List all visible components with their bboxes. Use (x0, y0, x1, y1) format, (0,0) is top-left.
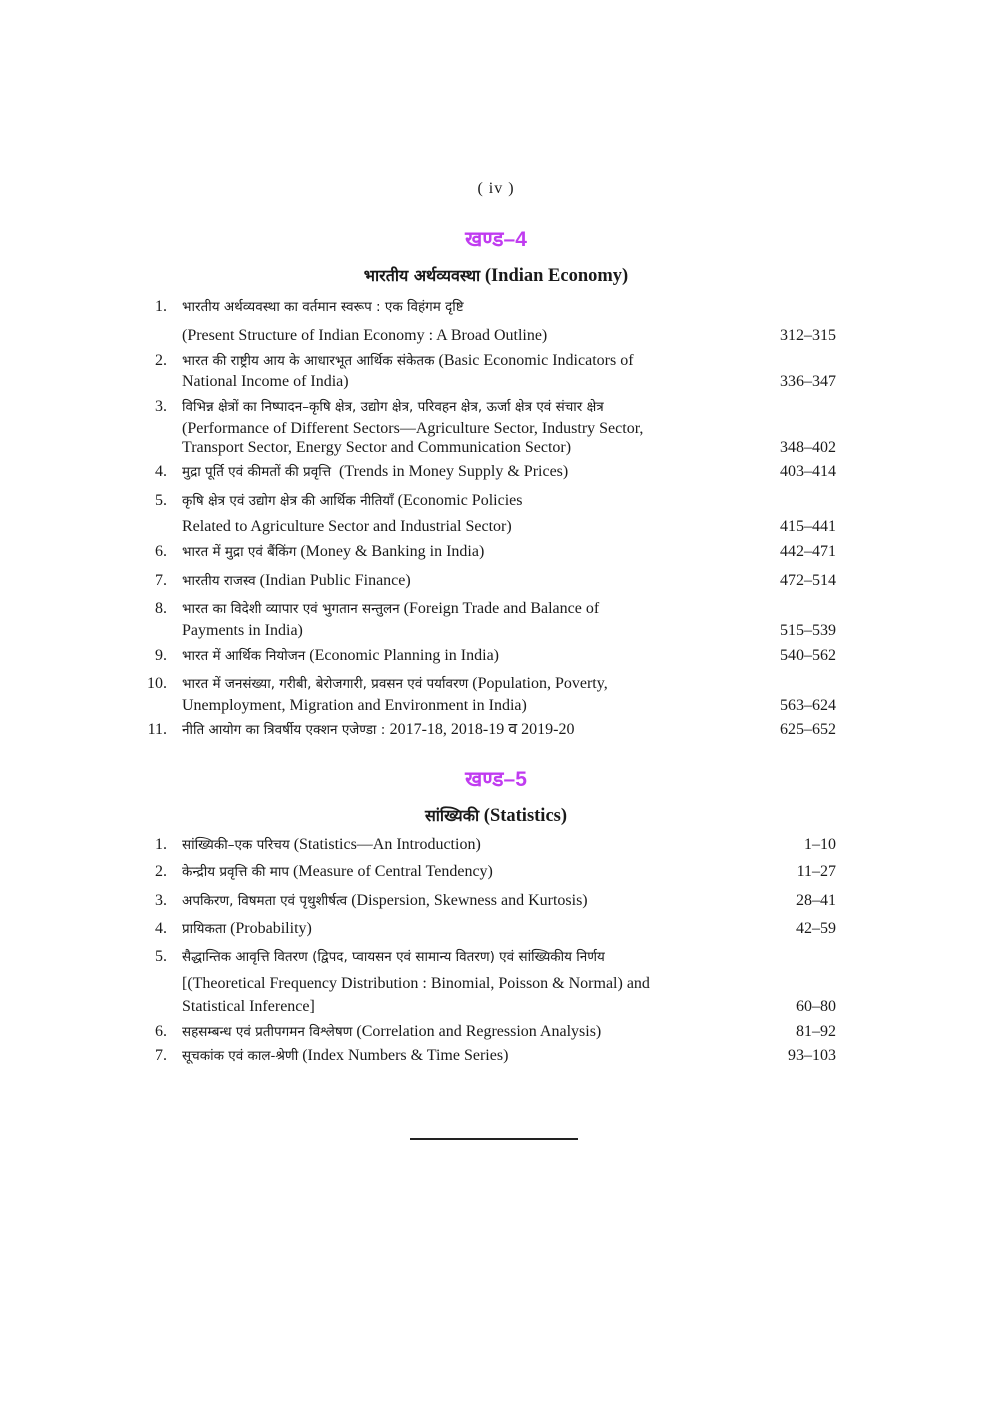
entry-number: 6. (155, 1023, 167, 1040)
english-text: (Trends in Money Supply & Prices) (331, 463, 569, 480)
entry-title-line (182, 461, 568, 483)
english-text: (Economic Policies (393, 492, 523, 509)
entry-title-line (182, 541, 484, 563)
entry-title-line (182, 437, 571, 459)
toc-entry[interactable] (140, 570, 836, 592)
entry-number: 4. (155, 463, 167, 480)
entry-title-line (182, 996, 315, 1018)
page-range: 415–441 (780, 518, 836, 535)
page-range: 28–41 (796, 892, 836, 909)
english-text: 2017-18, 2018-19 व 2019-20 (389, 721, 575, 738)
entry-title-line (182, 598, 599, 620)
hindi-text: भारतीय अर्थव्यवस्था का वर्तमान स्वरूप : एक विहंगम दृष्टि (182, 299, 464, 315)
section-5-title (0, 804, 992, 827)
entry-title-line (182, 1021, 601, 1043)
entry-title-line (182, 946, 605, 968)
toc-entry[interactable] (140, 834, 836, 856)
entry-number: 2. (155, 352, 167, 369)
page-range: 60–80 (796, 998, 836, 1015)
entry-title-line (182, 645, 499, 667)
page-range: 442–471 (780, 543, 836, 560)
hindi-text: कृषि क्षेत्र एवं उद्योग क्षेत्र की आर्थिक नीतियाँ (182, 493, 394, 509)
section-4-title (0, 264, 992, 287)
toc-entry[interactable] (140, 645, 836, 667)
entry-number: 10. (147, 675, 167, 692)
toc-entry[interactable] (140, 461, 836, 483)
toc-entry[interactable] (140, 490, 836, 538)
page-range: 625–652 (780, 721, 836, 738)
english-text: (Present Structure of Indian Economy : A Broad Outline) (182, 327, 548, 344)
entry-title-line (182, 371, 349, 393)
section-5-title-english: (Statistics) (483, 806, 568, 826)
entry-title-line (182, 973, 650, 995)
entry-title-line (182, 570, 411, 592)
entry-title-line (182, 673, 608, 695)
entry-title-line (182, 296, 464, 318)
entry-number: 3. (155, 398, 167, 415)
section-4-title-english: (Indian Economy) (484, 266, 629, 286)
toc-entry[interactable] (140, 890, 836, 912)
entry-number: 7. (155, 1047, 167, 1064)
entry-number: 4. (155, 920, 167, 937)
hindi-text: भारत का विदेशी व्यापार एवं भुगतान सन्तुलन (182, 601, 400, 617)
hindi-text: भारत की राष्ट्रीय आय के आधारभूत आर्थिक संकेतक (182, 353, 435, 369)
page-range: 563–624 (780, 697, 836, 714)
page-range: 93–103 (788, 1047, 836, 1064)
english-text: (Foreign Trade and Balance of (399, 600, 600, 617)
toc-entry[interactable] (140, 719, 836, 741)
hindi-text: सहसम्बन्ध एवं प्रतीपगमन विश्लेषण (182, 1024, 353, 1040)
toc-entry[interactable] (140, 918, 836, 940)
page-range: 11–27 (796, 863, 836, 880)
entry-number: 3. (155, 892, 167, 909)
entry-title-line (182, 490, 522, 512)
hindi-text: भारत में जनसंख्या, गरीबी, बेरोजगारी, प्रवसन एवं पर्यावरण (182, 676, 469, 692)
english-text: (Basic Economic Indicators of (434, 352, 634, 369)
entry-title-line (182, 1045, 508, 1067)
english-text: (Money & Banking in India) (296, 543, 485, 560)
english-text: (Performance of Different Sectors—Agriculture Sector, Industry Sector, (182, 420, 644, 437)
entry-number: 8. (155, 600, 167, 617)
end-rule (410, 1138, 578, 1140)
english-text: Statistical Inference] (182, 998, 315, 1015)
entry-number: 9. (155, 647, 167, 664)
page-range: 472–514 (780, 572, 836, 589)
hindi-text: भारत में आर्थिक नियोजन (182, 648, 306, 664)
entry-number: 5. (155, 492, 167, 509)
hindi-text: प्रायिकता (182, 921, 227, 937)
english-text: Payments in India) (182, 622, 303, 639)
toc-entry[interactable] (140, 598, 836, 642)
section-4-heading: खण्ड–4 (465, 228, 527, 251)
english-text: (Indian Public Finance) (255, 572, 411, 589)
english-text: (Probability) (226, 920, 312, 937)
entry-title-line (182, 620, 303, 642)
hindi-text: भारत में मुद्रा एवं बैंकिंग (182, 544, 297, 560)
hindi-text: भारतीय राजस्व (182, 573, 256, 589)
hindi-text: अपकिरण, विषमता एवं पृथुशीर्षत्व (182, 893, 348, 909)
hindi-text: विभिन्न क्षेत्रों का निष्पादन–कृषि क्षेत्र, उद्योग क्षेत्र, परिवहन क्षेत्र, ऊर्जा क्षेत्र एवं संचार क्षेत्र (182, 399, 604, 415)
english-text: (Statistics—An Introduction) (289, 836, 481, 853)
entry-title-line (182, 325, 547, 347)
english-text: Related to Agriculture Sector and Industrial Sector) (182, 518, 512, 535)
english-text: (Index Numbers & Time Series) (298, 1047, 509, 1064)
toc-entry[interactable] (140, 1045, 836, 1067)
toc-entry[interactable] (140, 1021, 836, 1043)
english-text: (Dispersion, Skewness and Kurtosis) (347, 892, 588, 909)
entry-number: 1. (155, 298, 167, 315)
hindi-text: सैद्धान्तिक आवृत्ति वितरण (द्विपद, प्वायसन एवं सामान्य वितरण) एवं सांख्यिकीय निर्णय (182, 949, 605, 965)
entry-number: 2. (155, 863, 167, 880)
hindi-text: मुद्रा पूर्ति एवं कीमतों की प्रवृत्ति (182, 464, 332, 480)
page-range: 1–10 (804, 836, 836, 853)
toc-entry[interactable] (140, 946, 836, 1018)
hindi-text: केन्द्रीय प्रवृत्ति की माप (182, 864, 290, 880)
entry-title-line (182, 516, 512, 538)
page-range: 312–315 (780, 327, 836, 344)
english-text: (Measure of Central Tendency) (289, 863, 493, 880)
entry-number: 5. (155, 948, 167, 965)
toc-entry[interactable] (140, 541, 836, 563)
english-text: Unemployment, Migration and Environment in India) (182, 697, 527, 714)
page-range: 348–402 (780, 439, 836, 456)
english-text: National Income of India) (182, 373, 349, 390)
toc-entry[interactable] (140, 861, 836, 883)
hindi-text: सूचकांक एवं काल-श्रेणी (182, 1048, 299, 1064)
english-text: (Economic Planning in India) (305, 647, 499, 664)
entry-title-line (182, 350, 634, 372)
english-text: Transport Sector, Energy Sector and Communication Sector) (182, 439, 572, 456)
page-number: ( iv ) (477, 180, 515, 197)
entry-number: 11. (147, 721, 167, 738)
page-range: 540–562 (780, 647, 836, 664)
entry-title-line (182, 834, 481, 856)
entry-title-line (182, 918, 312, 940)
page-range: 336–347 (780, 373, 836, 390)
toc-entry[interactable] (140, 396, 836, 459)
entry-title-line (182, 890, 588, 912)
section-4-title-hindi: भारतीय अर्थव्यवस्था (363, 266, 481, 285)
hindi-text: नीति आयोग का त्रिवर्षीय एक्शन एजेण्डा : (182, 722, 390, 738)
entry-title-line (182, 396, 604, 418)
hindi-text: सांख्यिकी–एक परिचय (182, 837, 290, 853)
section-5-title-hindi: सांख्यिकी (424, 806, 480, 825)
page-range: 403–414 (780, 463, 836, 480)
entry-title-line (182, 695, 527, 717)
page-range: 42–59 (796, 920, 836, 937)
entry-title-line (182, 861, 493, 883)
toc-entry[interactable] (140, 673, 836, 717)
english-text: (Correlation and Regression Analysis) (352, 1023, 602, 1040)
english-text: [(Theoretical Frequency Distribution : Binomial, Poisson & Normal) and (182, 975, 650, 992)
entry-number: 6. (155, 543, 167, 560)
entry-number: 7. (155, 572, 167, 589)
english-text: (Population, Poverty, (468, 675, 608, 692)
page-range: 515–539 (780, 622, 836, 639)
toc-entry[interactable] (140, 350, 836, 393)
page-range: 81–92 (796, 1023, 836, 1040)
entry-title-line (182, 719, 574, 741)
toc-entry[interactable] (140, 296, 836, 347)
entry-number: 1. (155, 836, 167, 853)
section-5-heading: खण्ड–5 (465, 768, 527, 791)
